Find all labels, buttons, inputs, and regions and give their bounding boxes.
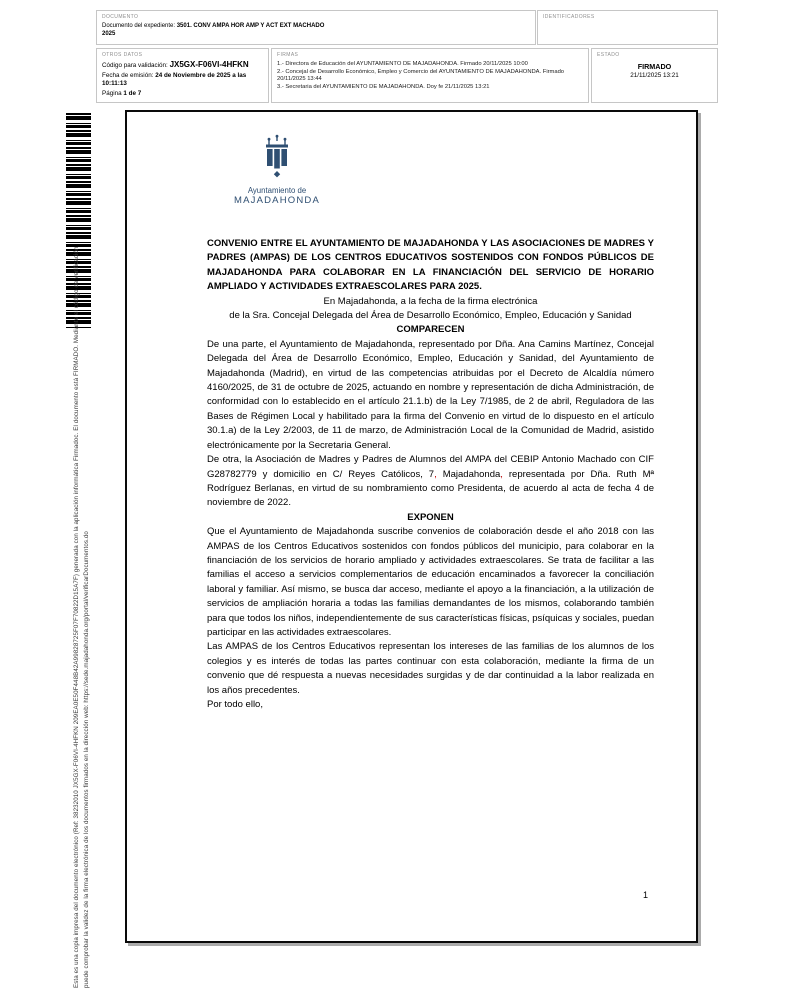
estado-status: FIRMADO xyxy=(637,62,672,71)
document-title: CONVENIO ENTRE EL AYUNTAMIENTO DE MAJADAHONDA Y LAS ASOCIACIONES DE MADRES Y PADRES (AMPAS) DE LOS CENTROS EDUCATIVOS SOSTENIDOS CON FONDOS PÚBLICOS DE MAJADAHONDA PARA COLABORAR EN LA FINANCIACIÓN DEL SERVICIO DE HORARIO AMPLIADO Y ACTIVIDADES EXTRAESCOLARES PARA 2025. xyxy=(207,238,654,293)
red-comma-1: , xyxy=(434,468,437,480)
document-body xyxy=(207,237,654,712)
codigo-label: Código para validación: xyxy=(102,62,170,69)
codigo-value: JX5GX-F06VI-4HFKN xyxy=(169,60,249,69)
fecha-label: Fecha de emisión: xyxy=(102,71,156,79)
para-por-todo-ello: Por todo ello, xyxy=(207,699,263,710)
place-line-1: En Majadahonda, a la fecha de la firma electrónica xyxy=(323,295,538,307)
documento-prefix: Documento del expediente: xyxy=(102,23,177,29)
documento-box xyxy=(96,10,536,45)
crown-shield-icon xyxy=(257,134,297,182)
para-ampa-party xyxy=(207,453,654,511)
estado-label: ESTADO xyxy=(597,52,620,58)
otros-datos-box xyxy=(96,48,269,103)
identificadores-box xyxy=(537,10,718,45)
red-comma-2: , xyxy=(500,468,503,480)
otros-datos-label: OTROS DATOS xyxy=(102,52,143,58)
firma-item-1: 1.- Directora de Educación del AYUNTAMIENTO DE MAJADAHONDA. Firmado 20/11/2025 10:00 xyxy=(277,61,528,67)
para-exponen-1: Que el Ayuntamiento de Majadahonda suscribe convenios de colaboración desde el año 2018 con las AMPAS de los Centros Educativos sostenidos con fondos públicos del municipio, para colaborar en la financiación de los servicios de horario ampliado y actividades extraescolares. Se trata de facilitar a las familias el acceso a servicios complementarios de educación encaminados a favorecer la conciliación laboral y familiar. Así mismo, se busca dar acceso, mediante el apoyo a la financiación, a la utilización de servicios de ampliación horaria a todas las familias demandantes de los mismos, colaborando también para que todos los niños, independientemente de sus características físicas, psíquicas y sociales, puedan participar en las actividades extraescolares. xyxy=(207,526,654,638)
pagina-value: 1 de 7 xyxy=(123,89,142,97)
para-ampa-text-3: representada por Dña. Ruth Mª Rodríguez Berlanas, en virtud de su nombramiento como Presidenta, de acuerdo al acta de fecha 4 de noviembre de 2022. xyxy=(207,468,655,509)
firmas-box xyxy=(271,48,589,103)
pagina-indicator xyxy=(102,90,263,99)
document-sheet xyxy=(125,110,698,943)
heading-comparecen: COMPARECEN xyxy=(396,324,465,336)
fecha-value: 24 de Noviembre de 2025 a las 10:11:13 xyxy=(102,71,247,87)
codigo-validacion xyxy=(102,61,263,71)
verification-vertical-text-1: Esta es una copia impresa del documento electrónico (Ref: 38232010 JX5GX-F06VI-4HFKN 209EA0E50F448B42A99828725F07F70822D15A7F) generada con la aplicación informática Firmadoc. El documento está FIRMADO. Mediante el código de verificación xyxy=(73,246,80,988)
firma-item-3: 3.- Secretaria del AYUNTAMIENTO DE MAJADAHONDA. Doy fe 21/11/2025 13:21 xyxy=(277,83,490,90)
place-line-2: de la Sra. Concejal Delegada del Área de Desarrollo Económico, Empleo, Educación y Sanidad xyxy=(229,310,632,322)
identificadores-label: IDENTIFICADORES xyxy=(543,14,595,20)
verification-vertical-text-2: puede comprobar la validez de la firma electrónica de los documentos firmados en la dirección web: https://sede.majadahonda.org/portal/verificarDocumentos.do xyxy=(83,531,90,988)
para-ampa-text-2: Majadahonda xyxy=(436,468,501,480)
firma-item-2: 2.- Concejal de Desarrollo Económico, Empleo y Comercio del AYUNTAMIENTO DE MAJADAHONDA. Firmado 20/11/2025 13:44 xyxy=(277,68,565,83)
heading-exponen: EXPONEN xyxy=(407,511,454,523)
para-ayuntamiento-party: De una parte, el Ayuntamiento de Majadahonda, representado por Dña. Ana Camins Martínez, Concejal Delegada del Área de Desarrollo Económico, Empleo, Educación y Sanidad, del Ayuntamiento de Majadahonda (Madrid), en virtud de las competencias atribuidas por el Decreto de Alcaldía número 4160/2025, de 31 de octubre de 2025, actuando en nombre y representación de dicha Administración, de conformidad con lo establecido en el artículo 21.1.b) de la Ley 7/1985, de 2 de abril, Reguladora de las Bases de Régimen Local y habilitado para la firma del Convenio en virtud de lo dispuesto en el artículo 30.1.a) de la Ley 2/2003, de 11 de marzo, de Administración Local de la Comunidad de Madrid, asistido electrónicamente por la Secretaria General. xyxy=(207,338,654,451)
firmas-label: FIRMAS xyxy=(277,52,299,58)
para-ampa-text-1: De otra, la Asociación de Madres y Padres de Alumnos del AMPA del CEBIP Antonio Machado con CIF G28782779 y domicilio en C/ Reyes Católicos, 7 xyxy=(207,454,654,480)
majadahonda-logo xyxy=(207,134,347,206)
para-exponen-2: Las AMPAS de los Centros Educativos representan los intereses de las familias de los alumnos de los colegios y es interés de todas las partes continuar con esta colaboración, mediante la firma de un convenio que dé respuesta a nuevas necesidades surgidas y de dar continuidad a la labor realizada en los años precedentes. xyxy=(207,641,654,696)
logo-org-line1: Ayuntamiento de xyxy=(247,186,307,195)
documento-label: DOCUMENTO xyxy=(102,14,139,20)
estado-datetime: 21/11/2025 13:21 xyxy=(630,72,679,79)
documento-expediente: 3501. CONV AMPA HOR AMP Y ACT EXT MACHADO 2025 xyxy=(102,23,325,37)
estado-box xyxy=(591,48,718,103)
fecha-emision xyxy=(102,72,263,89)
logo-org-line2: MAJADAHONDA xyxy=(233,195,321,206)
pagina-label: Página xyxy=(102,89,124,97)
page-number: 1 xyxy=(642,890,648,900)
documento-value xyxy=(102,23,332,38)
